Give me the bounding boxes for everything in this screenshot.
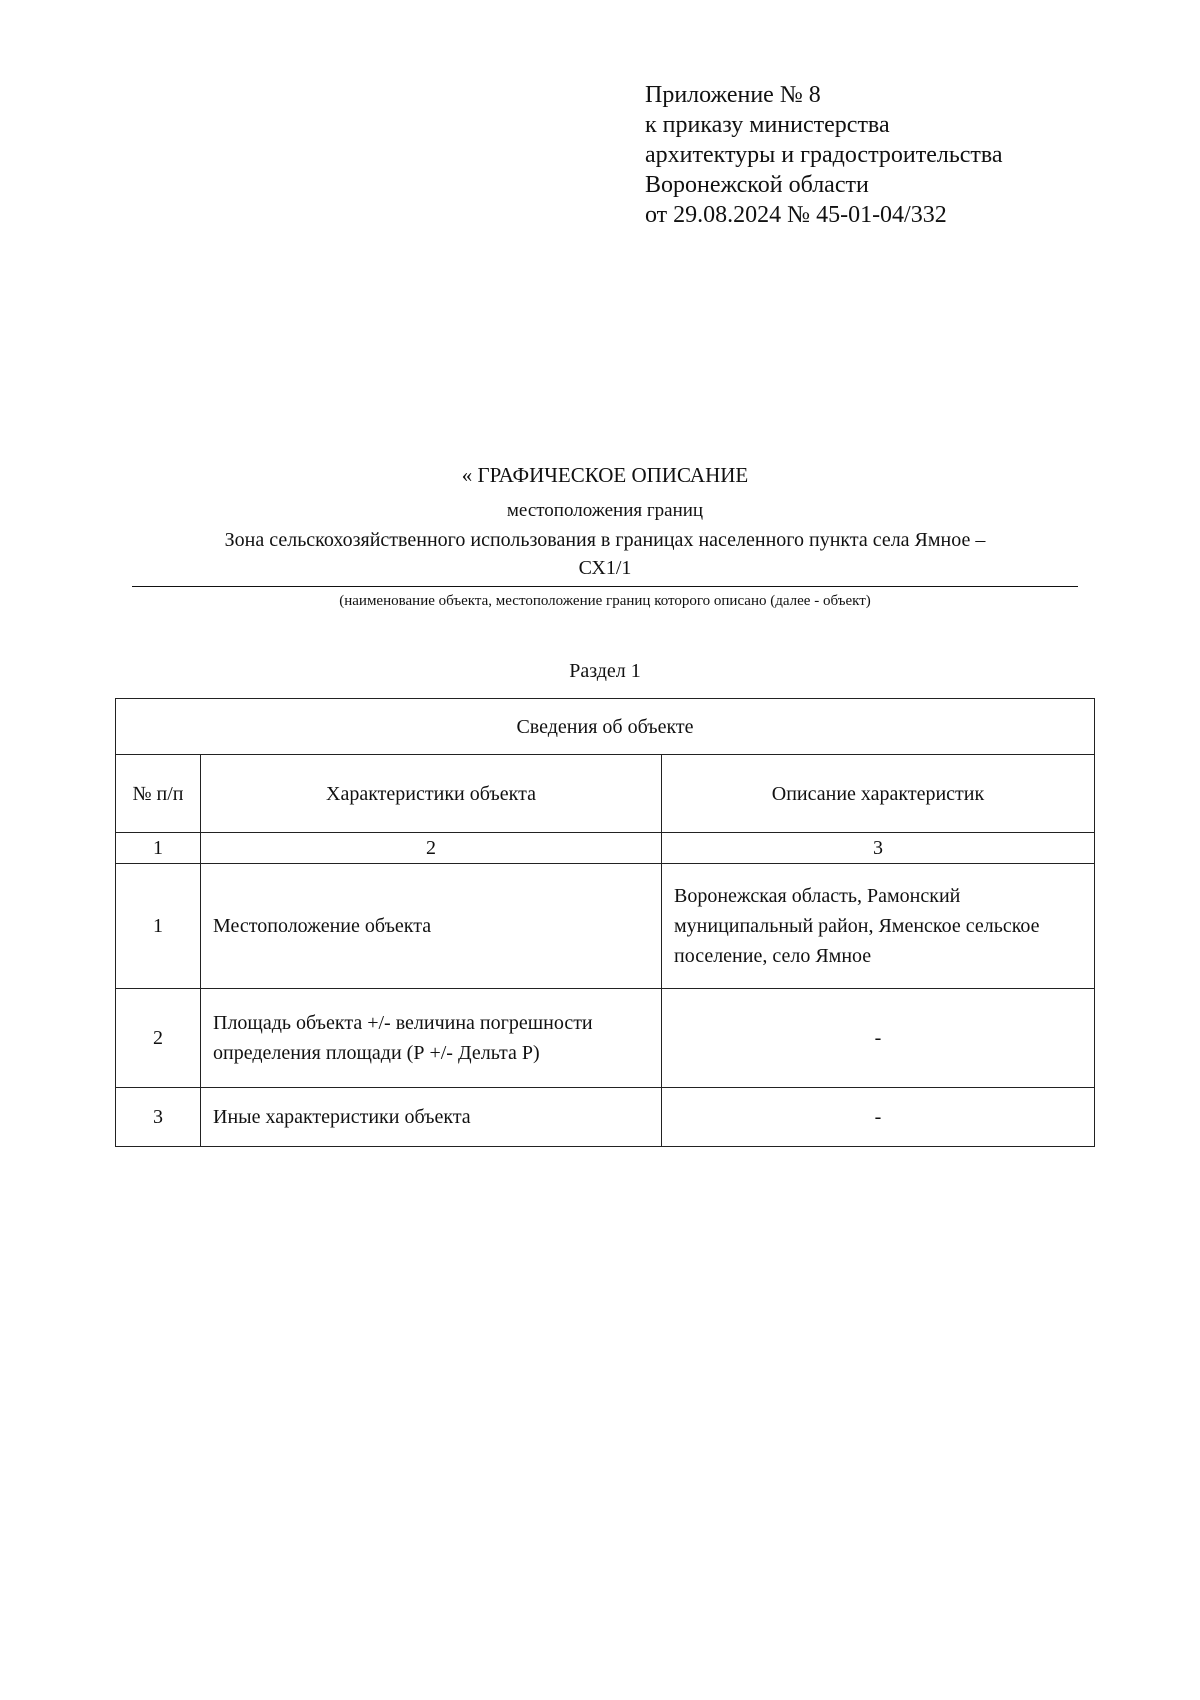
title-block <box>132 460 1078 611</box>
table-header: Сведения об объекте <box>116 699 1095 755</box>
column-header-characteristic: Характеристики объекта <box>201 755 662 833</box>
column-header-description: Описание характеристик <box>662 755 1095 833</box>
row-characteristic: Площадь объекта +/- величина погрешности определения площади (Р +/- Дельта Р) <box>201 989 662 1088</box>
table-columns-row <box>116 755 1095 833</box>
column-number: 2 <box>201 833 662 864</box>
row-description: Воронежская область, Рамонский муниципальный район, Яменское сельское поселение, село Ямное <box>662 864 1095 989</box>
column-number: 1 <box>116 833 201 864</box>
section-title: Раздел 1 <box>569 660 641 682</box>
table-column-numbers-row <box>116 833 1095 864</box>
appendix-line: к приказу министерства <box>645 112 890 138</box>
column-header-num: № п/п <box>116 755 201 833</box>
object-name-underline <box>132 586 1078 587</box>
object-name-line2: СХ1/1 <box>578 557 632 579</box>
table-row <box>116 1088 1095 1147</box>
row-description: - <box>662 1088 1095 1147</box>
table-header-row <box>116 699 1095 755</box>
row-number: 3 <box>116 1088 201 1147</box>
document-subtitle: местоположения границ <box>506 500 704 521</box>
object-info-table <box>115 698 1095 1147</box>
column-number: 3 <box>662 833 1095 864</box>
appendix-block <box>645 80 1003 230</box>
table-row <box>116 989 1095 1088</box>
document-title: « ГРАФИЧЕСКОЕ ОПИСАНИЕ <box>461 463 749 487</box>
row-characteristic: Местоположение объекта <box>201 864 662 989</box>
appendix-line: Приложение № 8 <box>645 82 821 108</box>
object-name-line1: Зона сельскохозяйственного использования в границах населенного пункта села Ямное – <box>224 529 986 551</box>
row-description: - <box>662 989 1095 1088</box>
table-row <box>116 864 1095 989</box>
appendix-line: от 29.08.2024 № 45-01-04/332 <box>645 202 947 228</box>
object-name-caption: (наименование объекта, местоположение границ которого описано (далее - объект) <box>339 593 871 609</box>
appendix-line: архитектуры и градостроительства <box>645 142 1003 168</box>
row-characteristic: Иные характеристики объекта <box>201 1088 662 1147</box>
row-number: 1 <box>116 864 201 989</box>
row-number: 2 <box>116 989 201 1088</box>
appendix-line: Воронежской области <box>645 172 869 198</box>
